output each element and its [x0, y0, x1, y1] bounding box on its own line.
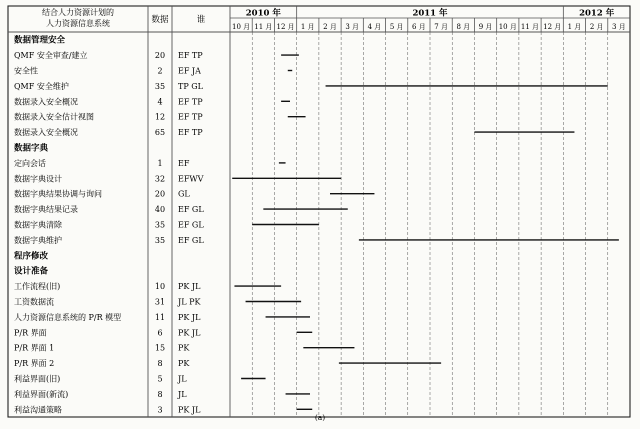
task-owner: JL [178, 374, 187, 384]
task-name: 程序修改 [14, 251, 49, 262]
task-name: QMF 安全审查/建立 [14, 51, 88, 61]
month-label: 6 月 [412, 23, 426, 31]
task-owner: PK JL [178, 312, 201, 322]
task-owner: PK [178, 359, 190, 369]
task-name: 数据录入安全概况 [14, 97, 78, 107]
task-owner: EF TP [178, 51, 203, 61]
month-label: 3 月 [612, 23, 626, 31]
month-label: 9 月 [478, 23, 493, 31]
task-name: 利益沟通策略 [14, 405, 62, 415]
task-owner: PK JL [178, 405, 201, 415]
month-label: 1 月 [567, 23, 582, 31]
task-owner: PK JL [178, 282, 201, 292]
task-name: 数据字典维护 [14, 235, 62, 245]
task-name: 数据录入安全概况 [14, 128, 78, 138]
task-owner: EFWV [178, 174, 204, 184]
month-label: 8 月 [456, 23, 471, 31]
year-label: 2010 年 [245, 8, 281, 19]
task-days: 12 [154, 112, 166, 122]
task-owner: EF GL [178, 220, 204, 230]
task-days: 35 [154, 220, 166, 230]
task-days: 1 [157, 158, 163, 168]
task-owner: JL PK [178, 297, 201, 307]
task-owner: GL [178, 189, 190, 199]
task-days: 3 [157, 405, 163, 415]
task-days: 20 [154, 189, 166, 199]
month-label: 12 月 [543, 23, 562, 31]
task-days: 2 [157, 66, 163, 76]
task-column-header-line2: 人力资源信息系统 [46, 19, 110, 28]
task-owner: EF GL [178, 235, 204, 245]
task-column-header-line1: 结合人力资源计划的 [42, 8, 114, 17]
month-label: 1 月 [300, 23, 315, 31]
task-name: P/R 界面 [14, 328, 47, 338]
task-days: 4 [157, 97, 163, 107]
month-label: 11 月 [520, 23, 540, 31]
year-label: 2011 年 [412, 8, 448, 19]
month-label: 4 月 [367, 23, 382, 31]
task-name: 人力资源信息系统的 P/R 模型 [14, 312, 122, 322]
task-days: 65 [154, 128, 166, 138]
month-label: 12 月 [276, 23, 295, 31]
task-owner: EF JA [178, 66, 201, 76]
task-owner: EF TP [178, 97, 203, 107]
task-name: QMF 安全维护 [14, 81, 69, 91]
month-label: 11 月 [254, 23, 273, 31]
task-days: 32 [154, 174, 166, 184]
task-owner: EF GL [178, 205, 204, 215]
month-label: 5 月 [389, 23, 404, 31]
task-name: 数据字典结果记录 [14, 205, 78, 215]
task-days: 35 [154, 81, 166, 91]
month-label: 2 月 [589, 23, 604, 31]
month-label: 3 月 [345, 23, 360, 31]
task-days: 40 [154, 205, 166, 215]
task-name: 数据字典结果协调与询问 [14, 189, 102, 199]
task-days: 6 [157, 328, 163, 338]
task-owner: EF TP [178, 112, 203, 122]
task-name: 数据字典清除 [14, 220, 62, 230]
task-owner: PK [178, 343, 190, 353]
task-days: 5 [157, 374, 163, 384]
task-owner: PK JL [178, 328, 201, 338]
task-days: 10 [154, 282, 166, 292]
task-days: 11 [154, 312, 166, 322]
task-name: 设计准备 [14, 266, 49, 277]
task-owner: EF [178, 158, 190, 168]
task-name: 数据录入安全估计视图 [14, 112, 94, 122]
task-name: 工作流程(旧) [14, 282, 61, 292]
task-name: 安全性 [14, 66, 38, 76]
figure-caption: (a) [314, 413, 326, 422]
task-name: P/R 界面 1 [14, 343, 55, 353]
month-label: 10 月 [498, 23, 517, 31]
year-label: 2012 年 [579, 8, 615, 19]
task-days: 15 [154, 343, 166, 353]
task-name: 数据管理安全 [14, 35, 66, 46]
who-column-header: 谁 [196, 15, 206, 25]
month-label: 10 月 [232, 23, 251, 31]
task-name: 定向会话 [14, 158, 46, 168]
task-days: 8 [157, 389, 163, 399]
task-owner: TP GL [178, 81, 203, 91]
month-label: 7 月 [434, 23, 448, 31]
task-name: 工资数据流 [14, 297, 54, 307]
task-days: 31 [154, 297, 166, 307]
days-column-header: 数据 [151, 15, 169, 25]
task-name: 利益界面(旧) [14, 374, 61, 384]
task-name: P/R 界面 2 [14, 359, 55, 369]
task-name: 数据字典设计 [14, 174, 62, 184]
task-days: 35 [154, 235, 166, 245]
task-days: 20 [154, 51, 166, 61]
task-days: 8 [157, 359, 163, 369]
task-owner: JL [178, 389, 187, 399]
task-name: 数据字典 [14, 143, 49, 154]
task-owner: EF TP [178, 128, 203, 138]
month-label: 2 月 [323, 23, 337, 31]
task-name: 利益界面(新流) [14, 389, 69, 399]
